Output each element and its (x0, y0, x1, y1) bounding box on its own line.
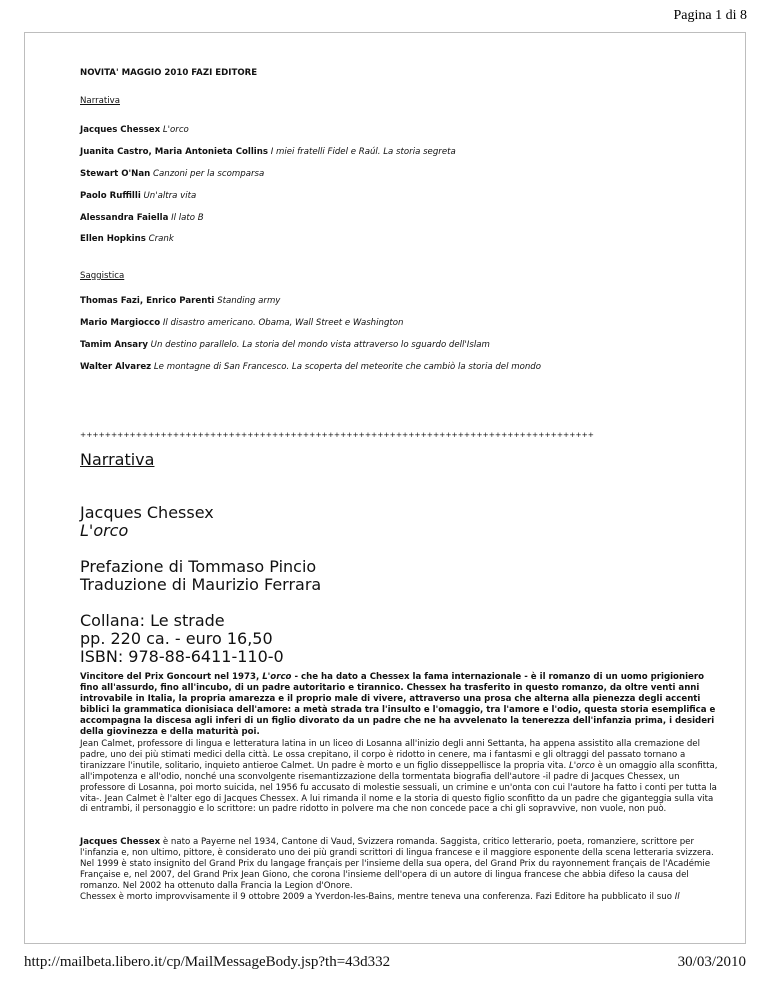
page-header: Pagina 1 di 8 (673, 8, 747, 23)
headline: NOVITA' MAGGIO 2010 FAZI EDITORE (80, 68, 258, 78)
book-isbn: ISBN: 978-88-6411-110-0 (80, 647, 284, 666)
narrativa-list-heading: Narrativa (80, 96, 120, 106)
book-title: L'orco (80, 521, 129, 540)
list-item (80, 125, 189, 136)
blurb-paragraph-2: Jean Calmet, professore di lingua e letteratura latina in un liceo di Losanna all'inizio degli anni Settanta, ha appena assistito alla cremazione del padre, uno dei più stimati medici della città. Le ossa crepitano, il corpo è ridotto in cenere, ma i fantasmi e gli oltraggi del passato tornano a tiranizzare l'inutile, solitario, inquieto antieroe Calmet. Un padre è morto e un figlio disseppellisce la propria vita. L'orco è un omaggio alla sconfitta, all'impotenza e all'odio, nonché una sconvolgente risemantizzazione della tormentata biografia dell'autore -il padre di Jacques Chessex, un professore di Losanna, poi morto suicida, nel 1956 fu accusato di molestie sessuali, un crimine e un'onta con cui l'autore ha fatto i conti per tutta la vita-. Jean Calmet è l'alter ego di Jacques Chessex. A lui rimanda il nome e la storia di questo figlio sconfitto da un padre che giganteggia sulla vita di entrambi, il personaggio e lo scrittore: un padre ridotto in polvere ma che non concede pace a chi gli sopravvive, non vuole, non può. (80, 739, 718, 815)
list-item (80, 191, 196, 202)
list-item (80, 318, 404, 329)
blurb-paragraph-1: Vincitore del Prix Goncourt nel 1973, L'orco - che ha dato a Chessex la fama internazionale - è il romanzo di un uomo prigioniero fino all'assurdo, fino all'incubo, di un padre autoritario e tirannico. Chessex ha trasferito in questo romanzo, da oltre venti anni introvabile in Italia, la propria amarezza e il proprio male di vivere, attraverso una prosa che alterna alla pienezza degli accenti biblici la grammatica dionisiaca dell'amore: a metà strada tra l'insulto e l'omaggio, tra l'amore e l'odio, questa storia esemplifica e accompagna la discesa agli inferi di un figlio divorato da un padre che ne ha avvelenato la tenerezza dell'infanzia prima, i desideri della giovinezza e della maturità poi. (80, 672, 716, 737)
book-pages-price: pp. 220 ca. - euro 16,50 (80, 629, 273, 648)
list-item (80, 362, 541, 373)
list-item (80, 147, 456, 158)
list-item-author: Alessandra Faiella (80, 213, 169, 223)
list-item (80, 169, 264, 180)
footer-date: 30/03/2010 (677, 954, 746, 970)
book-series: Collana: Le strade (80, 611, 225, 630)
section-heading: Narrativa (80, 450, 155, 469)
list-item-title: Standing army (217, 296, 281, 306)
list-item-author: Walter Alvarez (80, 362, 152, 372)
list-item-title: L'orco (162, 125, 189, 135)
list-item-title: Il lato B (171, 213, 204, 223)
book-preface: Prefazione di Tommaso Pincio (80, 557, 317, 576)
list-item-author: Juanita Castro, Maria Antonieta Collins (80, 147, 268, 157)
list-item-author: Tamim Ansary (80, 340, 148, 350)
list-item-author: Paolo Ruffilli (80, 191, 141, 201)
footer-url: http://mailbeta.libero.it/cp/MailMessageBody.jsp?th=43d332 (24, 954, 391, 970)
list-item-title: Il disastro americano. Obama, Wall Street e Washington (162, 318, 404, 328)
list-item-author: Ellen Hopkins (80, 234, 146, 244)
separator-line: +++++++++++++++++++++++++++++++++++++++++++++++++++++++++++++++++++++++++++++++++++ (80, 430, 594, 439)
list-item (80, 213, 204, 224)
list-item-title: Un destino parallelo. La storia del mondo vista attraverso lo sguardo dell'Islam (150, 340, 490, 350)
list-item (80, 340, 490, 351)
book-author: Jacques Chessex (80, 503, 214, 522)
list-item-title: Le montagne di San Francesco. La scoperta del meteorite che cambiò la storia del mondo (153, 362, 542, 372)
saggistica-list-heading: Saggistica (80, 271, 125, 281)
blurb-paragraph-3: Jacques Chessex è nato a Payerne nel 1934, Cantone di Vaud, Svizzera romanda. Saggista, critico letterario, poeta, romanziere, scrittore per l'infanzia e, non ultimo, pittore, è considerato uno dei più grandi scrittori di lingua francese e il maggiore esponente della scena letteraria svizzera. Nel 1999 è stato insignito del Grand Prix du langage français per l'insieme della sua opera, del Grand Prix du rayonnement français de l'Académie Française e, nel 2007, del Grand Prix Jean Giono, che corona l'insieme dell'opera di un autore di lingua francese che abbia difeso la causa del romanzo. Nel 2002 ha ottenuto dalla Francia la Legion d'Onore. Chessex è morto improvvisamente il 9 ottobre 2009 a Yverdon-les-Bains, mentre teneva una conferenza. Fazi Editore ha pubblicato il suo Il (80, 837, 714, 902)
list-item (80, 234, 174, 245)
list-item-author: Mario Margiocco (80, 318, 161, 328)
book-translation: Traduzione di Maurizio Ferrara (80, 575, 322, 594)
list-item-title: Canzoni per la scomparsa (152, 169, 265, 179)
list-item-title: I miei fratelli Fidel e Raúl. La storia segreta (270, 147, 456, 157)
list-item-title: Un'altra vita (143, 191, 197, 201)
list-item (80, 296, 280, 307)
list-item-author: Jacques Chessex (80, 125, 161, 135)
list-item-author: Thomas Fazi, Enrico Parenti (80, 296, 215, 306)
list-item-author: Stewart O'Nan (80, 169, 151, 179)
list-item-title: Crank (148, 234, 174, 244)
